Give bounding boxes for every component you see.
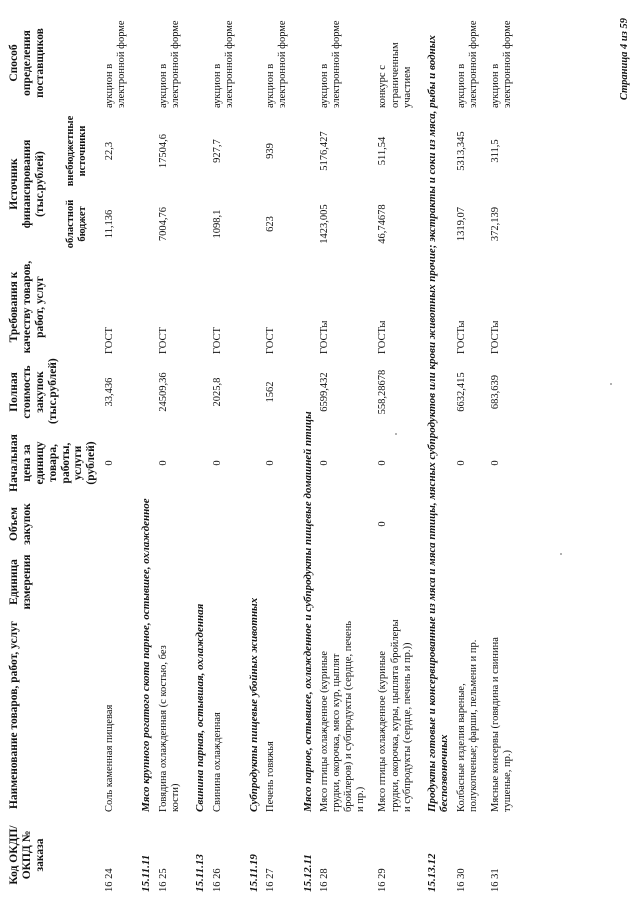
section-name: Мясо крупного рогатого скота парное, остывшее, охлажденное	[140, 498, 153, 812]
item-requirements: ГОСТ	[265, 327, 277, 354]
item-finance-external: 17504,6	[157, 133, 169, 169]
item-finance-regional: 1423,005	[319, 204, 331, 244]
item-full-cost: 683,639	[490, 374, 502, 410]
item-finance-regional: 11,136	[104, 209, 116, 239]
item-requirements: ГОСТ	[104, 327, 116, 354]
section-code: 15.13.12	[425, 853, 438, 892]
section-row	[134, 15, 154, 895]
section-row	[242, 15, 262, 895]
item-finance-regional: 46,74678	[377, 204, 389, 244]
item-volume	[486, 499, 520, 549]
item-requirements: ГОСТ	[157, 327, 169, 354]
item-volume	[452, 499, 486, 549]
item-start-price: 0	[157, 460, 169, 466]
item-finance-external: 927,7	[211, 139, 223, 163]
item-requirements: ГОСТы	[455, 320, 467, 354]
item-method: аукцион в электронной форме	[265, 20, 289, 108]
header-start-price: Начальная цена за единицу товара, работы, услуги (рублей)	[8, 434, 98, 492]
item-requirements: ГОСТы	[490, 320, 502, 354]
item-method: конкурс с ограниченным участием	[377, 42, 413, 108]
item-full-cost: 6599,432	[319, 372, 331, 412]
table-row	[486, 15, 520, 895]
table-row	[261, 15, 295, 895]
section-name: Мясо парное, остывшее, охлажденное и субпродукты пищевые домашней птицы	[301, 411, 314, 812]
item-start-price: 0	[455, 460, 467, 466]
item-finance-external: 939	[265, 143, 277, 159]
item-code: 16 25	[157, 868, 169, 892]
item-method: аукцион в электронной форме	[455, 20, 479, 108]
item-start-price: 0	[104, 460, 116, 466]
item-unit	[373, 549, 419, 615]
item-code: 16 28	[319, 868, 331, 892]
item-method: аукцион в электронной форме	[211, 20, 235, 108]
item-unit	[261, 549, 295, 615]
item-volume	[315, 499, 373, 549]
item-finance-external: 5313,345	[455, 131, 467, 171]
item-finance-external: 311,5	[490, 139, 502, 163]
item-full-cost: 33,436	[104, 377, 116, 407]
item-requirements: ГОСТ	[211, 327, 223, 354]
scan-speck	[610, 383, 612, 385]
section-code: 15.12.11	[301, 854, 314, 892]
item-volume	[261, 499, 295, 549]
section-row	[188, 15, 208, 895]
header-code: Код ОКДП/ ОКПД № заказа	[8, 825, 46, 885]
item-full-cost: 1562	[265, 381, 277, 403]
section-code: 15.11.11	[140, 854, 153, 892]
item-volume	[154, 499, 188, 549]
item-volume	[100, 499, 134, 549]
procurement-table	[6, 15, 520, 895]
item-start-price: 0	[377, 460, 389, 466]
item-start-price: 0	[319, 460, 331, 466]
header-method: Способ определения поставщиков	[8, 28, 46, 98]
header-name: Наименование товаров, работ, услуг	[8, 620, 20, 810]
item-start-price: 0	[265, 460, 277, 466]
item-method: аукцион в электронной форме	[104, 20, 128, 108]
table-row	[100, 15, 134, 895]
table-row	[208, 15, 242, 895]
item-name: Мясо птицы охлажденное (куриные грудки, окорочка, мясо кур, цыплят бройлеров) и субпродукты (сердце, печень и пр.)	[319, 620, 367, 812]
item-name: Мясо птицы охлажденное (куриные грудки, окорочка, куры, цыплята бройлеры и субпродукты (сердце, печень и пр.))	[377, 619, 413, 812]
item-unit	[315, 549, 373, 615]
item-unit	[452, 549, 486, 615]
section-name: Свинина парная, остывшая, охлажденная	[194, 603, 207, 812]
item-start-price: 0	[211, 460, 223, 466]
table-row	[154, 15, 188, 895]
item-unit	[208, 549, 242, 615]
item-code: 16 31	[490, 868, 502, 892]
item-code: 16 27	[265, 868, 277, 892]
item-name: Говядина охлажденная (с костью, без кости)	[157, 645, 181, 812]
item-full-cost: 558,28678	[377, 369, 389, 415]
item-finance-regional: 623	[265, 216, 277, 232]
header-finance-regional: областной бюджет	[65, 199, 88, 249]
item-code: 16 29	[377, 868, 389, 892]
item-code: 16 26	[211, 868, 223, 892]
item-method: аукцион в электронной форме	[319, 20, 343, 108]
item-name: Соль каменная пищевая	[104, 704, 116, 812]
section-name: Продукты готовые и консервированные из мяса и мяса птицы, мясных субпродуктов или крови животных прочие; экстракты и соки из мяса, рыбы и водных беспозвоночных	[425, 35, 451, 812]
item-finance-regional: 372,139	[490, 206, 502, 242]
item-code: 16 24	[104, 868, 116, 892]
scan-speck	[395, 433, 397, 435]
item-finance-external: 22,3	[104, 141, 116, 161]
header-finance-external: внебюджетные источники	[65, 115, 88, 187]
section-row	[296, 15, 316, 895]
item-unit	[154, 549, 188, 615]
table-row	[452, 15, 486, 895]
item-finance-regional: 7004,76	[157, 206, 169, 242]
item-finance-regional: 1098,1	[211, 209, 223, 239]
section-code: 15.11.19	[247, 854, 260, 892]
header-unit: Единица измерения	[8, 554, 33, 610]
item-requirements: ГОСТы	[319, 320, 331, 354]
table-row	[373, 15, 419, 895]
item-method: аукцион в электронной форме	[157, 20, 181, 108]
item-name: Печень говяжья	[265, 741, 277, 812]
header-finance: Источник финансирования (тыс.рублей)	[8, 139, 46, 229]
page-footer: Страница 4 из 59	[619, 18, 630, 101]
header-requirements: Требования к качеству товаров, работ, услуг	[8, 260, 46, 354]
item-full-cost: 6632,415	[455, 372, 467, 412]
item-start-price: 0	[490, 460, 502, 466]
item-method: аукцион в электронной форме	[490, 20, 514, 108]
header-volume: Объем закупок	[8, 503, 33, 545]
section-row	[420, 15, 452, 895]
section-code: 15.11.13	[194, 854, 207, 892]
item-volume: 0	[377, 521, 389, 527]
item-requirements: ГОСТы	[377, 320, 389, 354]
scan-speck	[560, 553, 562, 555]
item-name: Свинина охлажденная	[211, 712, 223, 812]
item-finance-external: 5176,427	[319, 131, 331, 171]
item-finance-external: 511,54	[377, 136, 389, 166]
table-row	[315, 15, 373, 895]
item-unit	[100, 549, 134, 615]
section-name: Субпродукты пищевые убойных животных	[247, 597, 260, 812]
item-unit	[486, 549, 520, 615]
item-full-cost: 2025,8	[211, 377, 223, 407]
table-body	[100, 15, 520, 895]
item-full-cost: 24509,36	[157, 372, 169, 412]
item-finance-regional: 1319,07	[455, 206, 467, 242]
item-name: Мясные консервы (говядина и свинина тушеные, пр.)	[490, 637, 514, 812]
item-code: 16 30	[455, 868, 467, 892]
item-volume	[208, 499, 242, 549]
item-name: Колбасные изделия вареные, полукопченые; фарши, пельмени и пр.	[455, 639, 479, 812]
header-full-cost: Полная стоимость закупок (тыс.рублей)	[8, 358, 59, 424]
